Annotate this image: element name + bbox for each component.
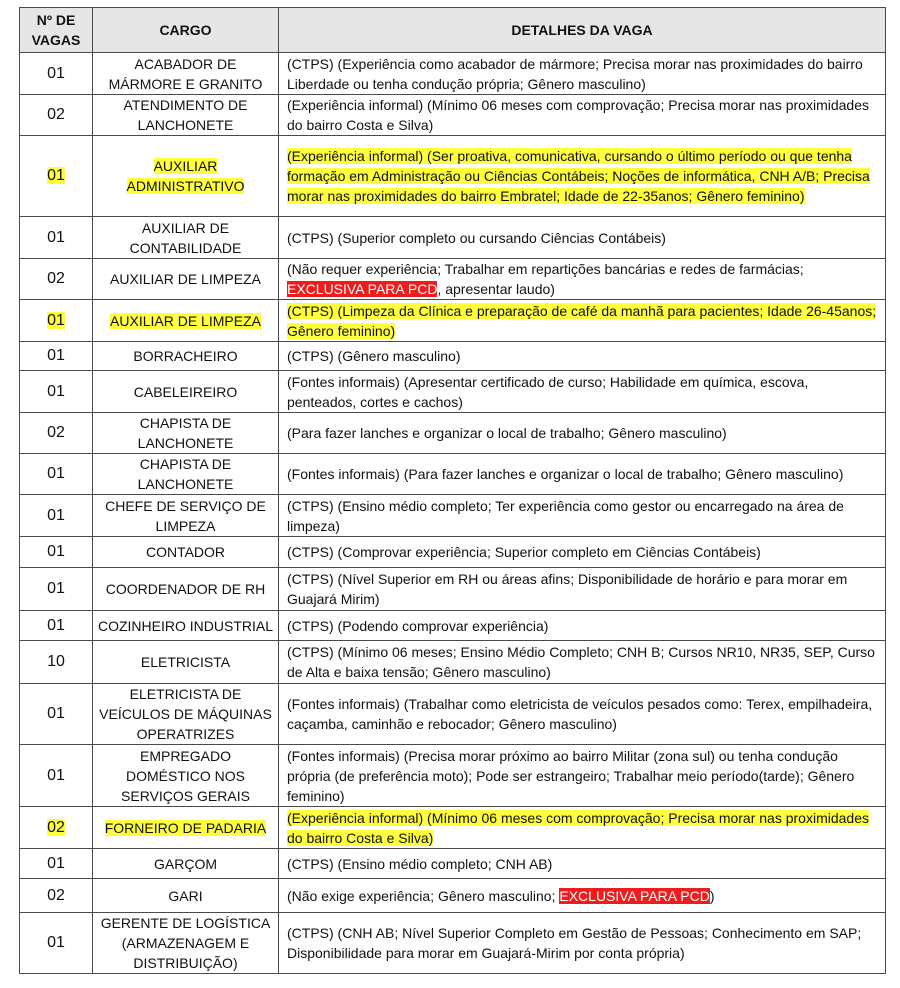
table-row [20,413,886,454]
table-row [20,879,886,913]
cargo-cell [93,495,279,537]
detalhes-text: (Experiência informal) (Mínimo 06 meses com comprovação; Precisa morar nas proximidades do bairro Costa e Silva) [287,97,869,133]
vagas-count: 01 [47,580,65,597]
vagas-cell [20,568,93,611]
vagas-count: 01 [47,347,65,364]
cargo-name: AUXILIAR ADMINISTRATIVO [126,158,245,194]
pcd-exclusive-badge: EXCLUSIVA PARA PCD [287,281,438,297]
vagas-cell [20,495,93,537]
detalhes-cell [279,849,886,879]
cargo-cell [93,641,279,684]
vagas-cell [20,879,93,913]
detalhes-cell [279,413,886,454]
detalhes-cell [279,568,886,611]
detalhes-cell [279,300,886,342]
detalhes-text: (Experiência informal) (Mínimo 06 meses com comprovação; Precisa morar nas proximidades do bairro Costa e Silva) [287,809,869,846]
vagas-cell [20,259,93,300]
vagas-cell [20,849,93,879]
detalhes-text: (CTPS) (Experiência como acabador de mármore; Precisa morar nas proximidades do bairro Liberdade ou tenha condução própria; Gênero masculino) [287,55,863,92]
cargo-name: ELETRICISTA DE VEÍCULOS DE MÁQUINAS OPERATRIZES [99,686,272,742]
vagas-cell [20,95,93,136]
vagas-count: 01 [47,311,65,329]
cargo-cell [93,684,279,745]
table-row [20,745,886,807]
detalhes-text: (CTPS) (CNH AB; Nível Superior Completo em Gestão de Pessoas; Conhecimento em SAP; Disponibilidade para morar em Guajará-Mirim por conta própria) [287,925,862,961]
cargo-cell [93,879,279,913]
vagas-count: 01 [47,167,65,184]
cargo-name: CHAPISTA DE LANCHONETE [137,456,234,492]
detalhes-text-end: , apresentar laudo) [437,281,555,297]
cargo-name: AUXILIAR DE LIMPEZA [110,271,261,287]
detalhes-cell [279,879,886,913]
cargo-cell [93,611,279,641]
table-row [20,537,886,568]
vagas-cell [20,745,93,807]
table-row [20,454,886,495]
cargo-cell [93,300,279,342]
table-row [20,217,886,259]
cargo-cell [93,259,279,300]
cargo-cell [93,807,279,849]
detalhes-text: (CTPS) (Nível Superior em RH ou áreas afins; Disponibilidade de horário e para morar em Guajará Mirim) [287,571,848,607]
detalhes-cell [279,136,886,217]
cargo-name: BORRACHEIRO [133,348,238,364]
cargo-cell [93,95,279,136]
vagas-count: 02 [47,106,65,123]
cargo-name: GARI [168,887,203,904]
vagas-cell [20,413,93,454]
table-row [20,53,886,95]
detalhes-text: (Fontes informais) (Para fazer lanches e organizar o local de trabalho; Gênero masculino) [287,466,844,482]
table-row [20,641,886,684]
detalhes-text: (Não requer experiência; Trabalhar em repartições bancárias e redes de farmácias; [287,261,804,277]
cargo-cell [93,53,279,95]
detalhes-cell [279,641,886,684]
cargo-name: CHAPISTA DE LANCHONETE [137,415,234,451]
cargo-name: AUXILIAR DE LIMPEZA [110,312,261,329]
detalhes-text: (CTPS) (Limpeza da Clínica e preparação de café da manhã para pacientes; Idade 26-45anos; Gênero feminino) [287,302,877,339]
table-row [20,95,886,136]
cargo-name: CHEFE DE SERVIÇO DE LIMPEZA [105,497,266,534]
vagas-count: 02 [47,818,65,836]
cargo-name: CONTADOR [145,544,226,560]
table-row [20,684,886,745]
detalhes-text: (CTPS) (Ensino médio completo; CNH AB) [287,855,553,872]
detalhes-cell [279,684,886,745]
detalhes-cell [279,259,886,300]
detalhes-text: (Fontes informais) (Trabalhar como eletricista de veículos pesados como: Terex, empilhadeira, caçamba, caminhão e rebocador; Gênero masculino) [287,696,873,732]
table-row [20,849,886,879]
detalhes-text: (Não exige experiência; Gênero masculino; [287,887,560,904]
cargo-name: EMPREGADO DOMÉSTICO NOS SERVIÇOS GERAIS [121,747,250,804]
cargo-name: ATENDIMENTO DE LANCHONETE [123,97,248,133]
cargo-name: CABELEIREIRO [133,383,238,400]
detalhes-text: (CTPS) (Podendo comprovar experiência) [287,617,549,634]
detalhes-text: (Experiência informal) (Ser proativa, comunicativa, cursando o último período ou que tenha formação em Administração ou Ciências Contábeis; Noções de informática, CNH A/B; Precisa morar nas proximidades do bairro Embratel; Idade de 22-35anos; Gênero feminino) [287,148,870,204]
detalhes-cell [279,537,886,568]
cargo-name: FORNEIRO DE PADARIA [104,819,267,836]
table-row [20,259,886,300]
vagas-count: 02 [47,424,65,441]
vagas-count: 10 [47,653,65,670]
vagas-cell [20,611,93,641]
vagas-count: 01 [47,854,65,872]
detalhes-cell [279,495,886,537]
detalhes-text: (CTPS) (Gênero masculino) [287,348,461,364]
cargo-name: ELETRICISTA [140,654,231,670]
cargo-cell [93,745,279,807]
table-row [20,807,886,849]
detalhes-cell [279,53,886,95]
detalhes-text: (Para fazer lanches e organizar o local de trabalho; Gênero masculino) [287,425,727,441]
table-row [20,371,886,413]
table-row [20,495,886,537]
vagas-cell [20,684,93,745]
vagas-cell [20,136,93,217]
vagas-count: 01 [47,766,65,784]
vagas-count: 01 [47,465,65,482]
vagas-cell [20,53,93,95]
detalhes-cell [279,807,886,849]
detalhes-cell [279,454,886,495]
header-cargo: CARGO [93,8,279,53]
cargo-cell [93,413,279,454]
detalhes-text: (Fontes informais) (Apresentar certificado de curso; Habilidade em química, escova, penteados, cortes e cachos) [287,373,809,410]
cargo-name: AUXILIAR DE CONTABILIDADE [129,219,242,256]
vagas-count: 01 [47,934,65,951]
vagas-count: 02 [47,886,65,904]
table-row [20,611,886,641]
detalhes-cell [279,745,886,807]
vagas-cell [20,217,93,259]
cargo-name: ACABADOR DE MÁRMORE E GRANITO [108,55,263,92]
header-detalhes: DETALHES DA VAGA [279,8,886,53]
detalhes-cell [279,371,886,413]
detalhes-cell [279,217,886,259]
vagas-cell [20,537,93,568]
table-row [20,136,886,217]
job-vacancies-table [19,7,886,974]
detalhes-text: (CTPS) (Mínimo 06 meses; Ensino Médio Completo; CNH B; Cursos NR10, NR35, SEP, Curso de Alta e baixa tensão; Gênero masculino) [287,644,875,680]
detalhes-text: (Fontes informais) (Precisa morar próximo ao bairro Militar (zona sul) ou tenha condução própria (de preferência moto); Pode ser estrangeiro; Trabalhar meio período(tarde); Gênero feminino) [287,747,855,804]
vagas-cell [20,641,93,684]
detalhes-cell [279,611,886,641]
vagas-cell [20,371,93,413]
table-header-row [20,8,886,53]
cargo-cell [93,537,279,568]
table-row [20,913,886,974]
table-row [20,568,886,611]
vagas-cell [20,913,93,974]
vagas-count: 01 [47,506,65,524]
vagas-cell [20,342,93,371]
table-row [20,342,886,371]
vagas-count: 01 [47,543,65,560]
detalhes-cell [279,913,886,974]
cargo-cell [93,342,279,371]
table-row [20,300,886,342]
cargo-cell [93,568,279,611]
vagas-count: 01 [47,382,65,400]
vagas-count: 01 [47,64,65,82]
cargo-name: COZINHEIRO INDUSTRIAL [97,617,273,634]
cargo-cell [93,849,279,879]
cargo-name: GARÇOM [154,855,217,872]
cargo-cell [93,454,279,495]
cargo-cell [93,371,279,413]
vagas-cell [20,300,93,342]
detalhes-cell [279,95,886,136]
cargo-cell [93,217,279,259]
vagas-count: 01 [47,616,65,634]
detalhes-text: (CTPS) (Comprovar experiência; Superior completo em Ciências Contábeis) [287,544,761,560]
vagas-cell [20,807,93,849]
vagas-cell [20,454,93,495]
detalhes-text: (CTPS) (Superior completo ou cursando Ciências Contábeis) [287,229,666,246]
detalhes-cell [279,342,886,371]
cargo-name: GERENTE DE LOGÍSTICA (ARMAZENAGEM E DISTRIBUIÇÃO) [100,915,271,971]
header-vagas: Nº DE VAGAS [20,8,93,53]
vagas-count: 01 [47,705,65,722]
cargo-cell [93,136,279,217]
vagas-count: 02 [47,270,65,287]
cargo-name: COORDENADOR DE RH [105,581,266,597]
detalhes-text: (CTPS) (Ensino médio completo; Ter experiência como gestor ou encarregado na área de limpeza) [287,497,844,534]
detalhes-text-end: ) [709,887,715,904]
vagas-count: 01 [47,228,65,246]
cargo-cell [93,913,279,974]
pcd-exclusive-badge: EXCLUSIVA PARA PCD [559,887,710,904]
